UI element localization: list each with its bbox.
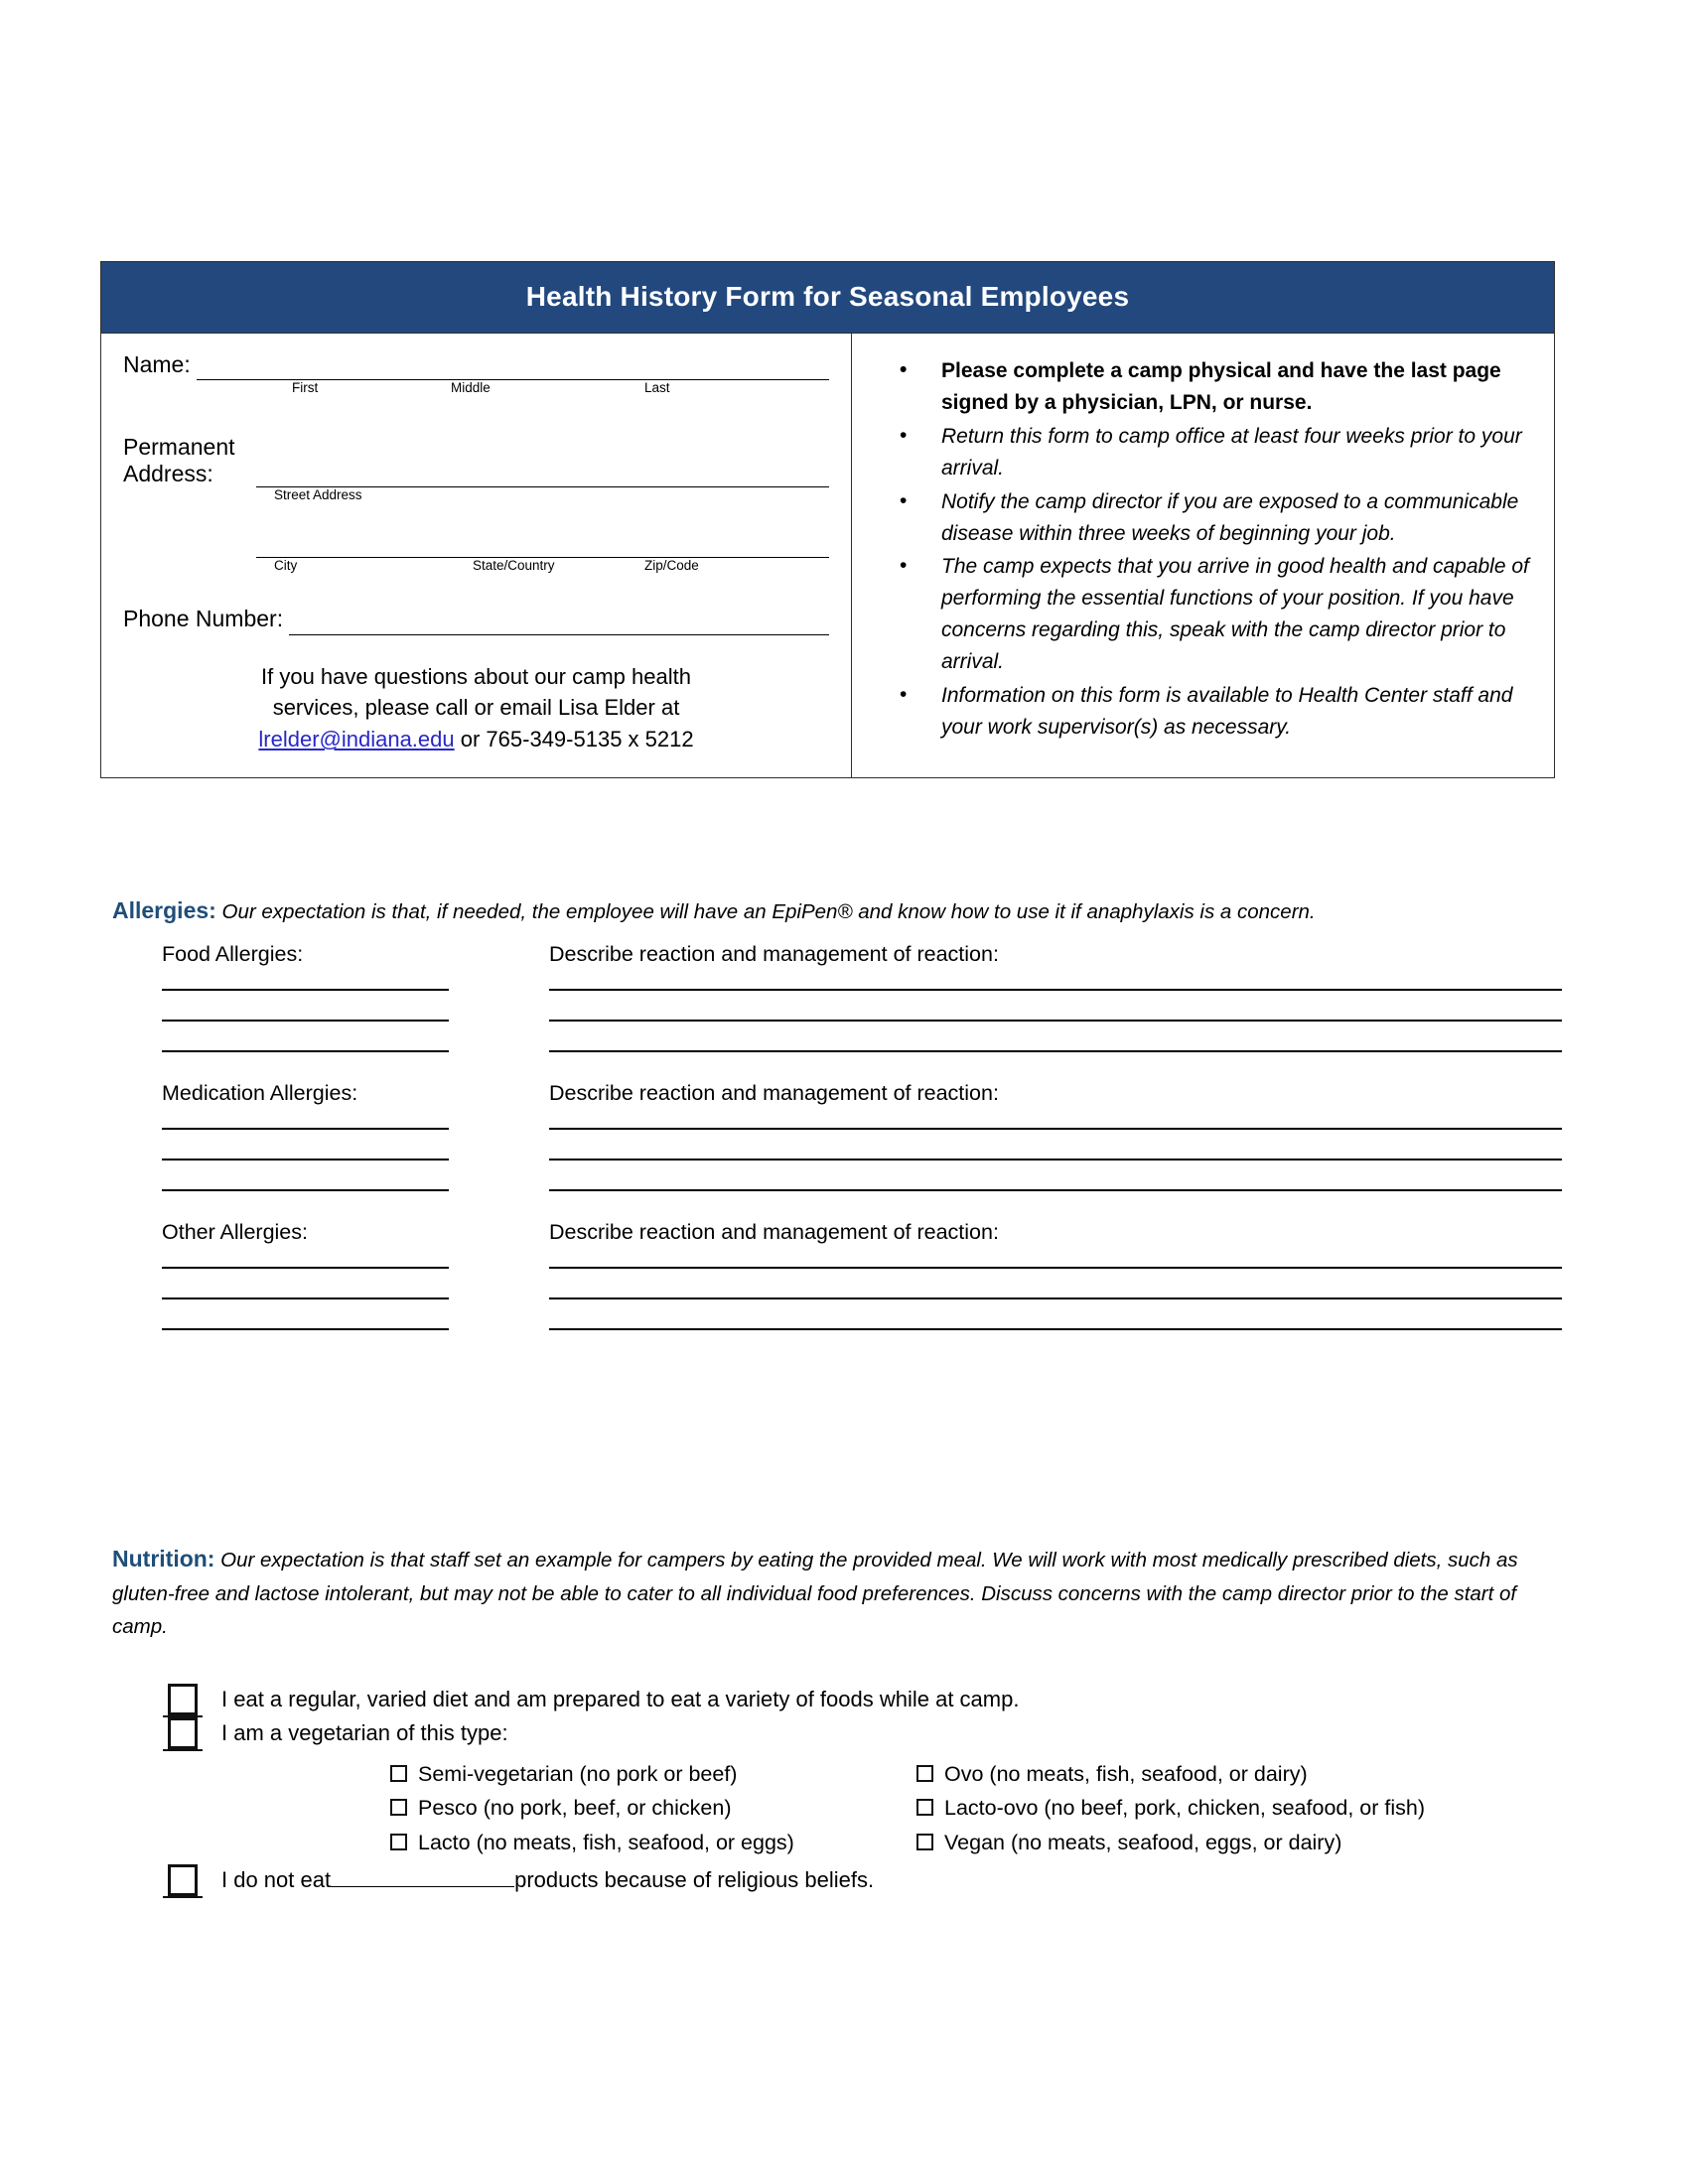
medication-allergies-describe-label: Describe reaction and management of reaction: xyxy=(549,1080,999,1105)
allergy-right-line-cell[interactable] xyxy=(549,1020,1562,1022)
vegetarian-option-ovo[interactable] xyxy=(916,1757,1512,1792)
list-item: • Information on this form is available to Health Center staff and your work supervisor(s) as necessary. xyxy=(915,680,1536,744)
vegetarian-option-label: Ovo (no meats, fish, seafood, or dairy) xyxy=(944,1761,1308,1786)
name-input-line[interactable] xyxy=(197,353,829,380)
allergy-right-line-cell[interactable] xyxy=(549,1267,1562,1269)
medication-allergies-lines xyxy=(112,1128,1562,1191)
allergy-right-line-cell[interactable] xyxy=(549,1297,1562,1299)
vegetarian-option-pesco[interactable] xyxy=(390,1791,916,1826)
checkbox-pesco[interactable] xyxy=(390,1799,407,1816)
name-label: Name: xyxy=(123,351,191,377)
allergy-line-row xyxy=(112,1297,1562,1299)
food-allergies-lines xyxy=(112,989,1562,1052)
allergy-line-row xyxy=(112,1159,1562,1160)
name-row xyxy=(123,351,829,380)
vegetarian-type-grid xyxy=(390,1757,1562,1860)
address-label-line2: Address: xyxy=(123,461,213,487)
religious-product-input-line[interactable] xyxy=(331,1867,514,1887)
phone-label: Phone Number: xyxy=(123,606,284,632)
allergy-right-line-cell[interactable] xyxy=(549,1328,1562,1330)
vegetarian-option-vegan[interactable] xyxy=(916,1826,1512,1860)
name-sublabel-last: Last xyxy=(644,380,670,396)
allergies-heading-label: Allergies: xyxy=(112,897,216,923)
allergy-left-line-cell[interactable] xyxy=(112,1128,549,1130)
name-sublabel-middle: Middle xyxy=(451,380,491,396)
allergy-line-row xyxy=(112,1020,1562,1022)
contact-line-3 xyxy=(151,724,801,755)
other-allergies-head xyxy=(112,1220,1562,1245)
allergy-right-line-cell[interactable] xyxy=(549,1189,1562,1191)
allergy-left-line-cell[interactable] xyxy=(112,1328,549,1330)
religious-suffix: products because of religious beliefs. xyxy=(514,1867,875,1893)
list-item: • Return this form to camp office at least four weeks prior to your arrival. xyxy=(915,421,1536,484)
checkbox-semi-vegetarian[interactable] xyxy=(390,1765,407,1782)
address-sublabels xyxy=(123,558,829,580)
contact-line-1: If you have questions about our camp health xyxy=(261,663,691,689)
allergy-right-line-cell[interactable] xyxy=(549,989,1562,991)
contact-line-2: services, please call or email Lisa Elder at xyxy=(272,695,680,721)
form-body xyxy=(101,333,1554,777)
vegetarian-option-lacto[interactable] xyxy=(390,1826,916,1860)
allergy-line-row xyxy=(112,1050,1562,1052)
instructions-cell xyxy=(852,334,1554,777)
vegetarian-option-label: Pesco (no pork, beef, or chicken) xyxy=(418,1796,732,1821)
phone-input-line[interactable] xyxy=(289,609,829,635)
nutrition-heading xyxy=(112,1541,1562,1644)
list-item: • The camp expects that you arrive in good health and capable of performing the essential functions of your position. If you have concerns regarding this, speak with the camp director prior to arrival. xyxy=(915,551,1536,678)
allergy-left-line-cell[interactable] xyxy=(112,1267,549,1269)
vegetarian-type-column-left xyxy=(390,1757,916,1860)
allergy-left-line-cell[interactable] xyxy=(112,1189,549,1191)
religious-prefix: I do not eat xyxy=(221,1867,332,1893)
option-religious-label xyxy=(208,1867,874,1893)
phone-row xyxy=(123,606,829,634)
checkbox-vegan[interactable] xyxy=(916,1834,933,1850)
vegetarian-option-label: Lacto-ovo (no beef, pork, chicken, seafood, or fish) xyxy=(944,1796,1426,1821)
checkbox-regular-diet[interactable] xyxy=(168,1684,198,1715)
food-allergies-label: Food Allergies: xyxy=(162,941,304,966)
contact-info-block xyxy=(123,661,829,756)
list-item: • Please complete a camp physical and have the last page signed by a physician, LPN, or nurse. xyxy=(915,355,1536,419)
option-regular-diet-row[interactable] xyxy=(112,1684,1562,1715)
allergy-line-row xyxy=(112,1128,1562,1130)
option-vegetarian-label: I am a vegetarian of this type: xyxy=(221,1719,508,1745)
address-label-line1: Permanent xyxy=(123,434,235,461)
name-sublabel-first: First xyxy=(292,380,319,396)
street-sublabels xyxy=(123,487,829,509)
allergy-left-line-cell[interactable] xyxy=(112,1050,549,1052)
option-regular-diet-label: I eat a regular, varied diet and am prepared to eat a variety of foods while at camp. xyxy=(221,1686,1020,1711)
allergy-line-row xyxy=(112,989,1562,991)
email-link[interactable]: lrelder@indiana.edu xyxy=(258,727,455,752)
allergy-right-line-cell[interactable] xyxy=(549,1128,1562,1130)
vegetarian-option-label: Vegan (no meats, seafood, eggs, or dairy) xyxy=(944,1831,1342,1855)
other-allergies-label: Other Allergies: xyxy=(162,1219,308,1244)
street-sublabel: Street Address xyxy=(274,487,362,503)
option-vegetarian-row[interactable] xyxy=(112,1717,1562,1749)
allergy-right-line-cell[interactable] xyxy=(549,1159,1562,1160)
vegetarian-option-semi[interactable] xyxy=(390,1757,916,1792)
allergy-line-row xyxy=(112,1328,1562,1330)
address-sublabel-state: State/Country xyxy=(473,558,555,574)
allergies-heading xyxy=(112,893,1562,928)
allergy-right-line-cell[interactable] xyxy=(549,1050,1562,1052)
personal-info-cell xyxy=(101,334,852,777)
food-allergies-describe-label: Describe reaction and management of reaction: xyxy=(549,941,999,966)
address-row xyxy=(123,434,829,487)
address-sublabel-city: City xyxy=(274,558,298,574)
food-allergies-head xyxy=(112,942,1562,967)
other-allergies-describe-label: Describe reaction and management of reaction: xyxy=(549,1219,999,1244)
allergy-left-line-cell[interactable] xyxy=(112,1159,549,1160)
address-sublabel-zip: Zip/Code xyxy=(644,558,699,574)
name-sublabels xyxy=(123,380,829,402)
medication-allergies-head xyxy=(112,1081,1562,1106)
nutrition-heading-label: Nutrition: xyxy=(112,1546,215,1571)
vegetarian-option-label: Semi-vegetarian (no pork or beef) xyxy=(418,1761,738,1786)
allergy-line-row xyxy=(112,1267,1562,1269)
allergy-left-line-cell[interactable] xyxy=(112,1297,549,1299)
medication-allergies-label: Medication Allergies: xyxy=(162,1080,358,1105)
nutrition-section xyxy=(112,1541,1562,1896)
instructions-list xyxy=(872,355,1536,744)
option-religious-row[interactable] xyxy=(112,1864,1562,1896)
address-label xyxy=(123,434,250,487)
list-item: • Notify the camp director if you are exposed to a communicable disease within three weeks of beginning your job. xyxy=(915,486,1536,550)
other-allergies-lines xyxy=(112,1267,1562,1330)
checkbox-religious-diet[interactable] xyxy=(168,1864,198,1896)
checkbox-vegetarian[interactable] xyxy=(168,1717,198,1749)
checkbox-ovo[interactable] xyxy=(916,1765,933,1782)
checkbox-lacto[interactable] xyxy=(390,1834,407,1850)
other-allergies-block xyxy=(112,1220,1562,1330)
allergy-left-line-cell[interactable] xyxy=(112,989,549,991)
street-address-input-line[interactable] xyxy=(256,461,829,487)
city-state-zip-input-line[interactable] xyxy=(256,531,829,558)
vegetarian-type-column-right xyxy=(916,1757,1512,1860)
vegetarian-option-lacto-ovo[interactable] xyxy=(916,1791,1512,1826)
checkbox-lacto-ovo[interactable] xyxy=(916,1799,933,1816)
allergy-left-line-cell[interactable] xyxy=(112,1020,549,1022)
food-allergies-block xyxy=(112,942,1562,1052)
phone-text: or 765-349-5135 x 5212 xyxy=(454,727,694,752)
city-state-zip-row xyxy=(123,531,829,558)
nutrition-heading-text: Our expectation is that staff set an example for campers by eating the provided meal. We will work with most medically prescribed diets, such as gluten-free and lactose intolerant, but may not be able to cater to all individual food preferences. Discuss concerns with the camp director prior to the start of camp. xyxy=(112,1549,1518,1639)
header-form-table xyxy=(100,261,1555,778)
allergy-line-row xyxy=(112,1189,1562,1191)
allergies-heading-text: Our expectation is that, if needed, the employee will have an EpiPen® and know how to use it if anaphylaxis is a concern. xyxy=(215,900,1316,923)
medication-allergies-block xyxy=(112,1081,1562,1191)
allergies-section xyxy=(112,893,1562,1359)
page-title: Health History Form for Seasonal Employees xyxy=(101,262,1554,333)
vegetarian-option-label: Lacto (no meats, fish, seafood, or eggs) xyxy=(418,1831,794,1855)
